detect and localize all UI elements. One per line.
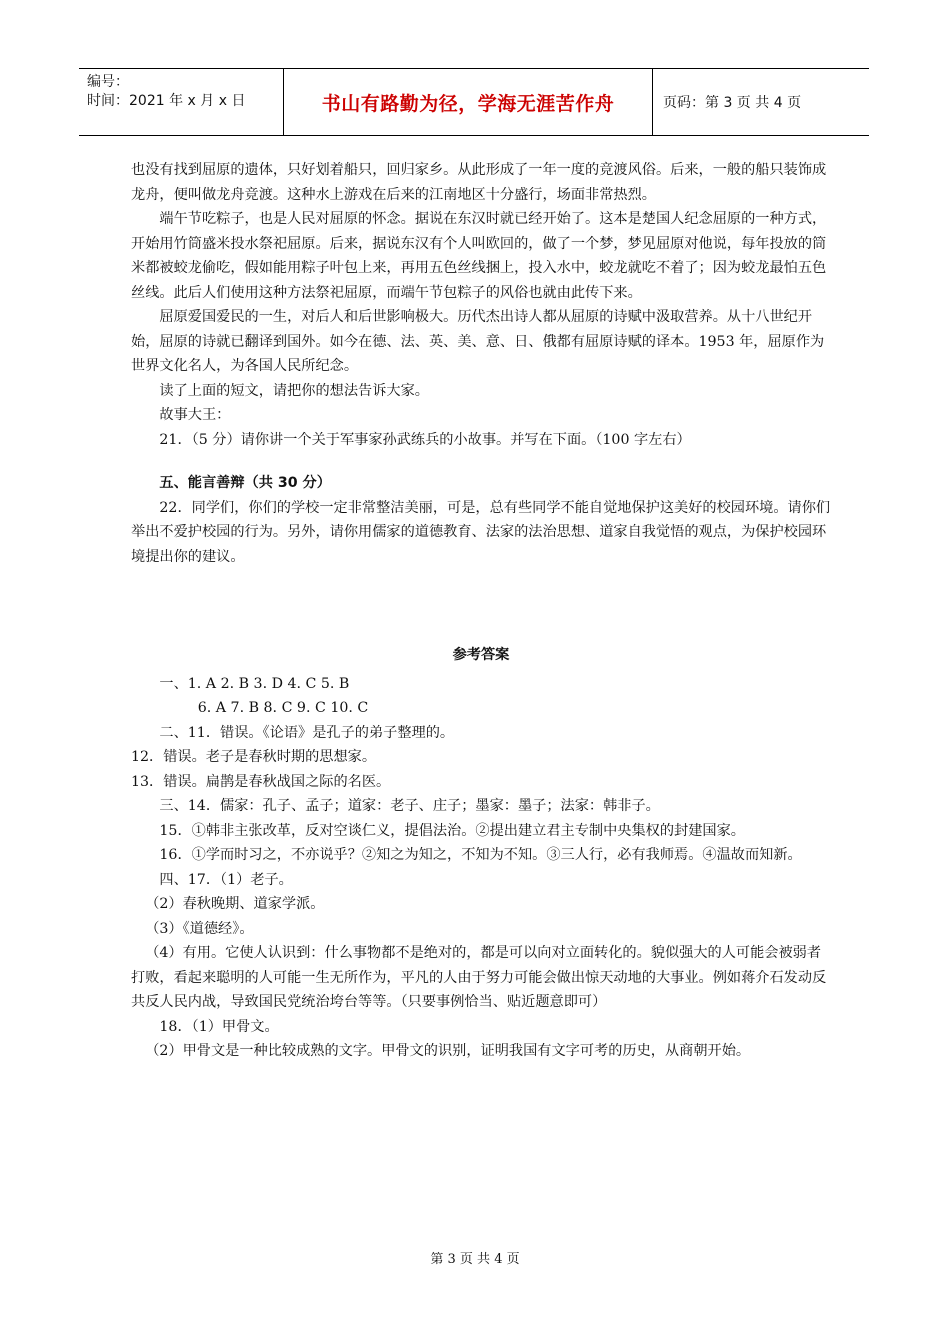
answer-line: （2）甲骨文是一种比较成熟的文字。甲骨文的识别，证明我国有文字可考的历史，从商朝开始。 bbox=[145, 1043, 751, 1059]
answer-line: 6. A 7. B 8. C 9. C 10. C bbox=[197, 700, 369, 716]
section-5-title: 五、能言善辩（共 30 分） bbox=[159, 475, 331, 491]
paragraph-dragon-boat: 也没有找到屈原的遗体，只好划着船只，回归家乡。从此形成了一年一度的竞渡风俗。后来，一般的船只装饰成龙舟，便叫做龙舟竞渡。这种水上游戏在后来的江南地区十分盛行，场面非常热烈。 bbox=[131, 162, 827, 203]
paragraph-prompt: 读了上面的短文，请把你的想法告诉大家。 bbox=[159, 382, 429, 399]
answer-line: 三、14．儒家：孔子、孟子；道家：老子、庄子；墨家：墨子；法家：韩非子。 bbox=[159, 798, 660, 814]
document-body bbox=[131, 158, 831, 1064]
header-page-label: 页码：第 3 页 共 4 页 bbox=[663, 95, 802, 111]
page-header bbox=[79, 68, 869, 136]
answer-line: 12．错误。老子是春秋时期的思想家。 bbox=[131, 749, 377, 765]
answer-line: 一、1. A 2. B 3. D 4. C 5. B bbox=[159, 675, 350, 692]
question-22: 22．同学们，你们的学校一定非常整洁美丽，可是，总有些同学不能自觉地保护这美好的校园环境。请你们举出不爱护校园的行为。另外，请你用儒家的道德教育、法家的法治思想、道家自我觉悟的观点，为保护校园环境提出你的建议。 bbox=[131, 499, 831, 565]
header-motto: 书山有路勤为径，学海无涯苦作舟 bbox=[284, 69, 653, 135]
answer-line: 18．（1）甲骨文。 bbox=[159, 1018, 279, 1035]
answer-line: 16．①学而时习之，不亦说乎？②知之为知之，不知为不知。③三人行，必有我师焉。④温故而知新。 bbox=[159, 847, 802, 863]
paragraph-story-king: 故事大王： bbox=[159, 407, 231, 423]
answer-line: （2）春秋晚期、道家学派。 bbox=[145, 896, 325, 912]
answer-line: （3）《道德经》。 bbox=[145, 920, 254, 937]
answer-line: 13．错误。扁鹊是春秋战国之际的名医。 bbox=[131, 773, 391, 790]
answer-line: （4）有用。它使人认识到：什么事物都不是绝对的，都是可以向对立面转化的。貌似强大的人可能会被弱者打败，看起来聪明的人可能一生无所作为，平凡的人由于努力可能会做出惊天动地的大事业。例如蒋介石发动反共反人民内战，导致国民党统治垮台等等。（只要事例恰当、贴近题意即可） bbox=[131, 945, 827, 1010]
paragraph-zongzi: 端午节吃粽子，也是人民对屈原的怀念。据说在东汉时就已经开始了。这本是楚国人纪念屈原的一种方式，开始用竹筒盛米投水祭祀屈原。后来，据说东汉有个人叫欧回的，做了一个梦，梦见屈原对他说，每年投放的筒米都被蛟龙偷吃，假如能用粽子叶包上来，再用五色丝线捆上，投入水中，蛟龙就吃不着了；因为蛟龙最怕五色丝线。此后人们使用这种方法祭祀屈原，而端午节包粽子的风俗也就由此传下来。 bbox=[131, 211, 827, 301]
time-label: 时间：2021 年 x 月 x 日 bbox=[87, 93, 246, 109]
page-footer: 第 3 页 共 4 页 bbox=[430, 1252, 520, 1267]
answer-line: 二、11．错误。《论语》是孔子的弟子整理的。 bbox=[159, 724, 455, 741]
answer-line: 四、17．（1）老子。 bbox=[159, 871, 293, 888]
answer-line: 15．①韩非主张改革，反对空谈仁义，提倡法治。②提出建立君主专制中央集权的封建国家。 bbox=[159, 822, 745, 839]
header-meta bbox=[79, 69, 284, 135]
question-21: 21．（5 分）请你讲一个关于军事家孙武练兵的小故事。并写在下面。（100 字左右） bbox=[159, 431, 691, 448]
answers-title: 参考答案 bbox=[452, 647, 510, 663]
number-label: 编号： bbox=[87, 74, 129, 90]
paragraph-qu-yuan-influence: 屈原爱国爱民的一生，对后人和后世影响极大。历代杰出诗人都从屈原的诗赋中汲取营养。从十八世纪开始，屈原的诗就已翻译到国外。如今在德、法、英、美、意、日、俄都有屈原诗赋的译本。1953 年，屈原作为世界文化名人，为各国人民所纪念。 bbox=[131, 309, 825, 374]
